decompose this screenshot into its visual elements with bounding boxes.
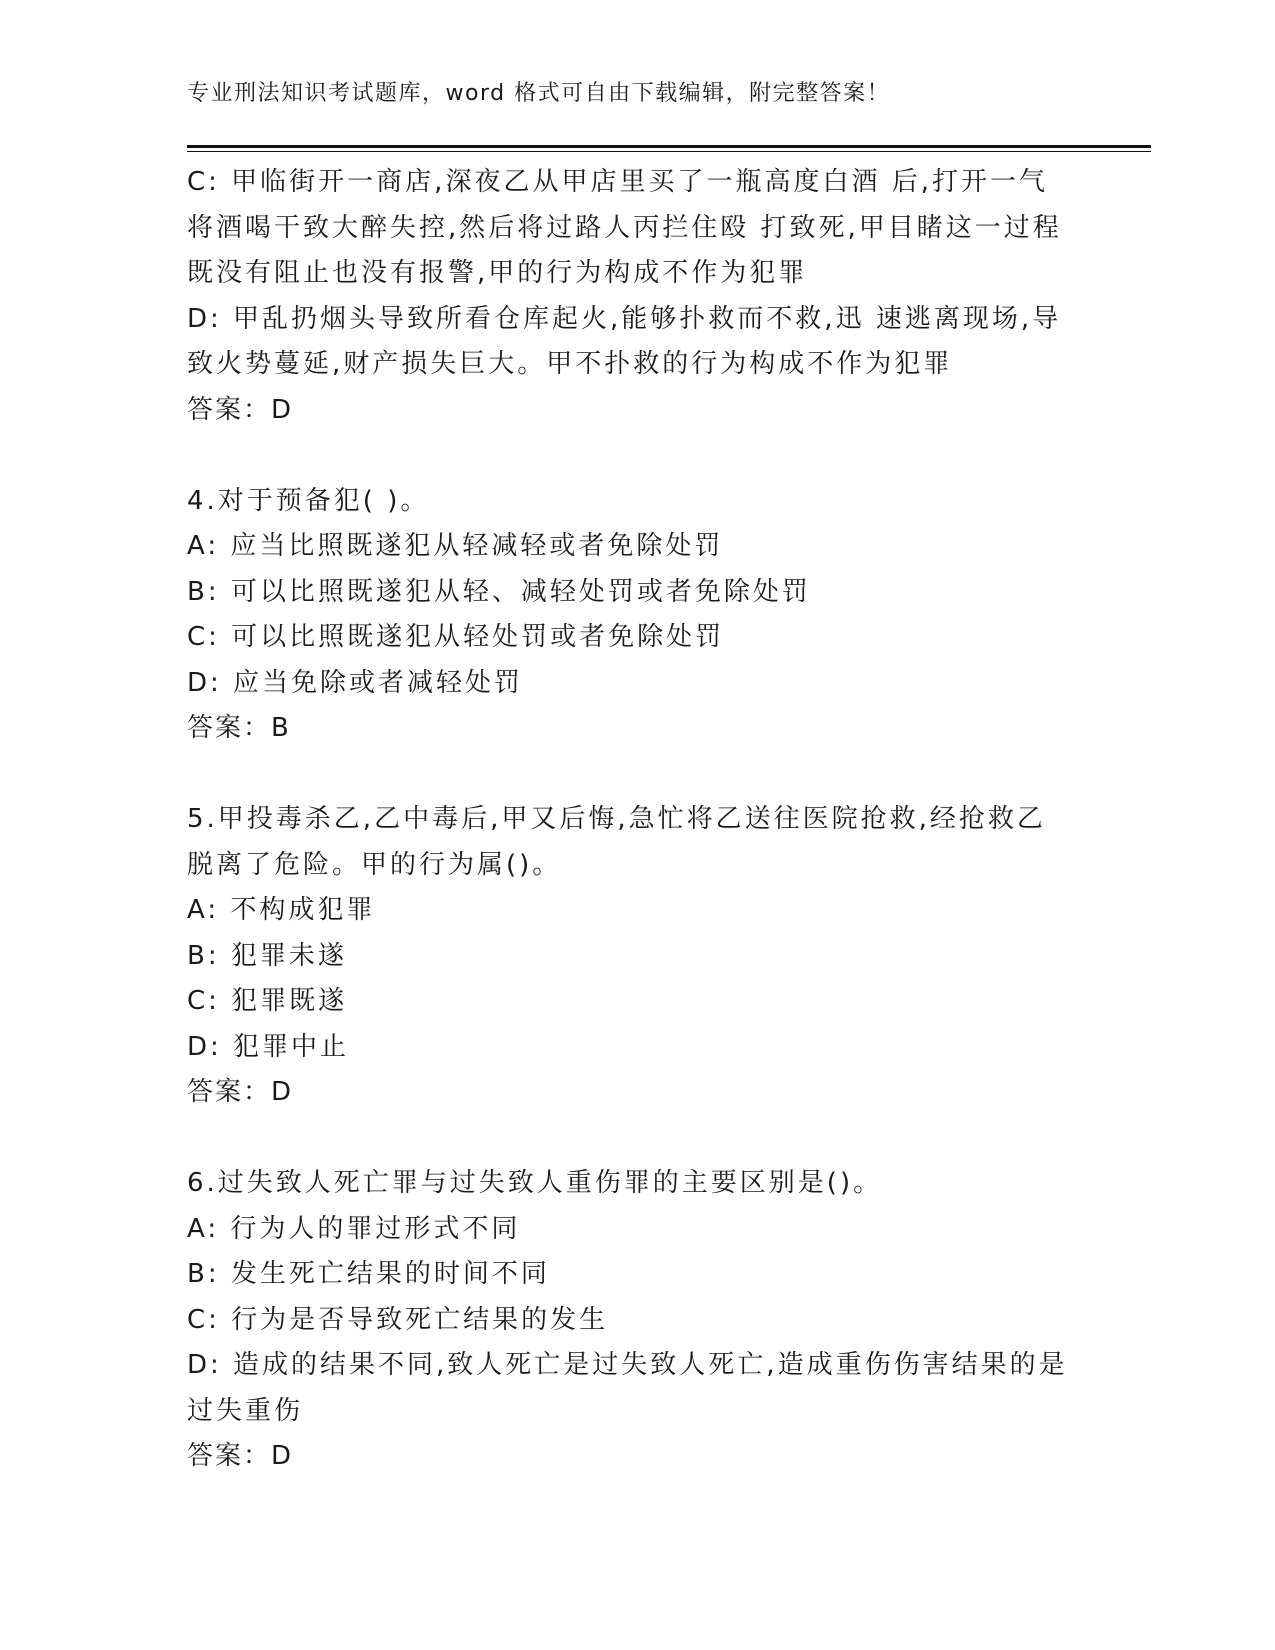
answer-line: 答案：D	[187, 1441, 294, 1471]
option-a: A: 行为人的罪过形式不同	[187, 1213, 521, 1244]
question-3-continued	[187, 160, 1087, 433]
answer-line: 答案：B	[187, 713, 291, 743]
option-d-line: D: 甲乱扔烟头导致所看仓库起火,能够扑救而不救,迅 速逃离现场,导	[187, 303, 1062, 334]
option-c-line: 既没有阻止也没有报警,甲的行为构成不作为犯罪	[187, 258, 808, 288]
question-5	[187, 797, 1087, 1116]
spacer	[187, 433, 1087, 479]
spacer	[187, 752, 1087, 798]
option-c-line: 将酒喝干致大醉失控,然后将过路人丙拦住殴 打致死,甲目睹这一过程	[187, 212, 1062, 243]
option-c: C: 可以比照既遂犯从轻处罚或者免除处罚	[187, 622, 725, 652]
option-d-line: 过失重伤	[187, 1395, 304, 1426]
option-d-line: D: 造成的结果不同,致人死亡是过失致人死亡,造成重伤伤害结果的是	[187, 1350, 1068, 1380]
option-d: D: 犯罪中止	[187, 1031, 350, 1062]
option-b: B: 犯罪未遂	[187, 940, 347, 971]
answer-line: 答案：D	[187, 394, 294, 425]
question-stem: 4.对于预备犯( )。	[187, 485, 430, 516]
question-stem: 6.过失致人死亡罪与过失致人重伤罪的主要区别是()。	[187, 1168, 883, 1198]
header-divider-thick	[187, 145, 1151, 148]
option-c: C: 犯罪既遂	[187, 986, 348, 1016]
option-a: A: 应当比照既遂犯从轻减轻或者免除处罚	[187, 531, 724, 561]
option-a: A: 不构成犯罪	[187, 895, 376, 925]
question-stem: 脱离了危险。甲的行为属()。	[187, 849, 562, 880]
option-b: B: 发生死亡结果的时间不同	[187, 1259, 550, 1289]
option-d: D: 应当免除或者减轻处罚	[187, 667, 524, 698]
option-d-line: 致火势蔓延,财产损失巨大。甲不扑救的行为构成不作为犯罪	[187, 349, 953, 379]
question-6	[187, 1161, 1087, 1480]
option-c: C: 行为是否导致死亡结果的发生	[187, 1304, 609, 1335]
answer-line: 答案：D	[187, 1077, 294, 1107]
spacer	[187, 1116, 1087, 1162]
page-header: 专业刑法知识考试题库，word 格式可自由下载编辑，附完整答案！	[187, 81, 891, 106]
option-b: B: 可以比照既遂犯从轻、减轻处罚或者免除处罚	[187, 576, 811, 607]
option-c-line: C: 甲临街开一商店,深夜乙从甲店里买了一瓶高度白酒 后,打开一气	[187, 167, 1048, 197]
question-4	[187, 479, 1087, 752]
question-stem: 5.甲投毒杀乙,乙中毒后,甲又后悔,急忙将乙送往医院抢救,经抢救乙	[187, 804, 1046, 834]
header-divider-thin	[187, 151, 1151, 152]
document-body	[187, 160, 1087, 1480]
